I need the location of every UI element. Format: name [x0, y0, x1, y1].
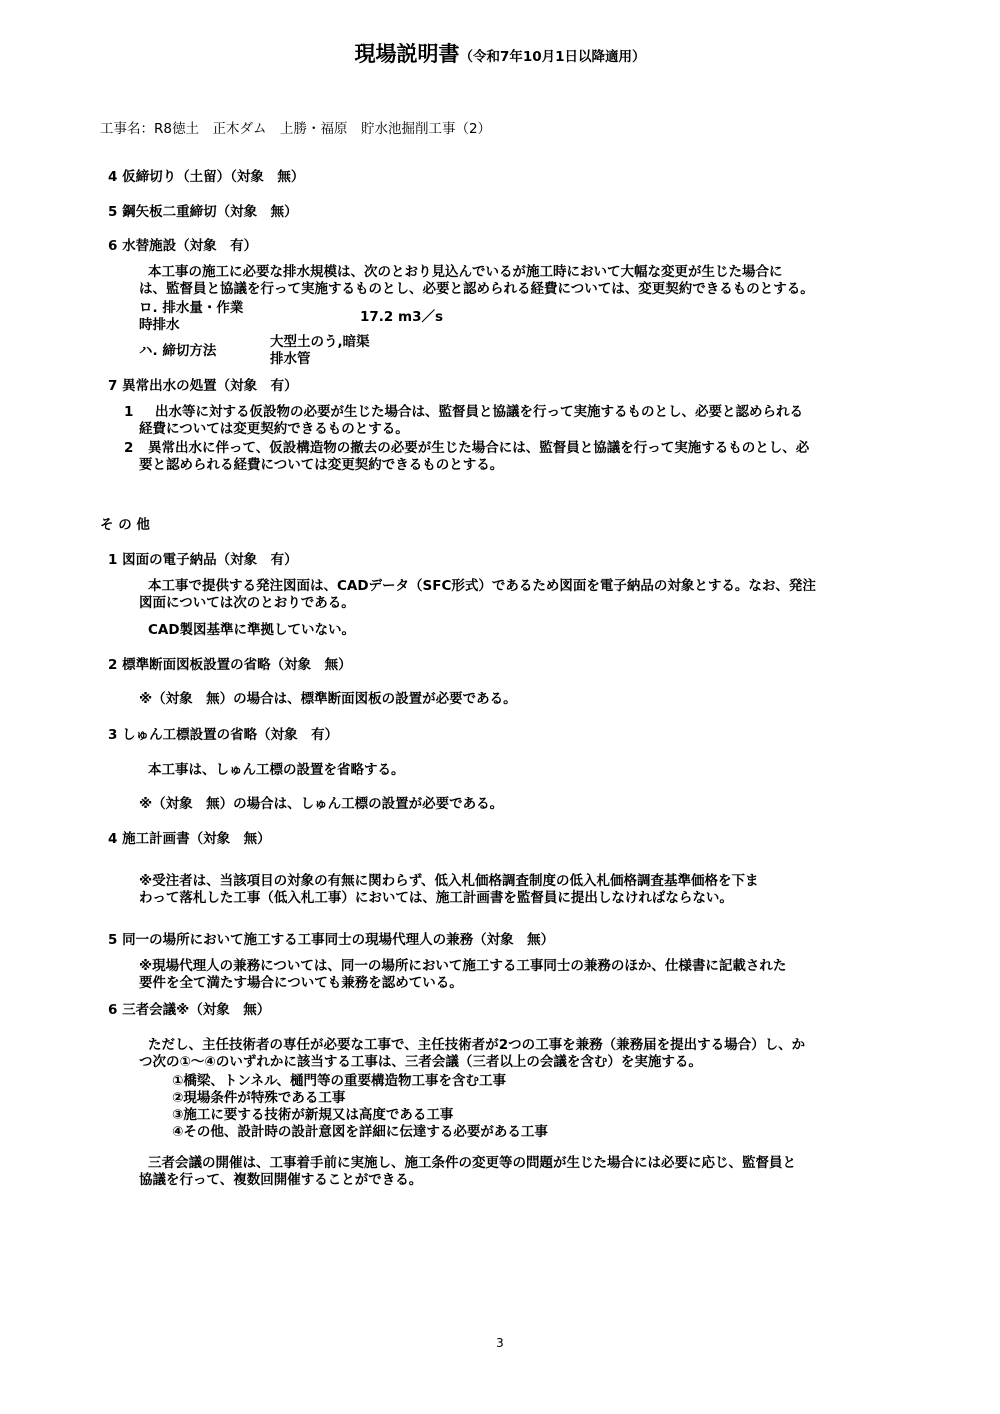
section-7-item1-line2: 経費については変更契約できるものとする。	[139, 421, 409, 437]
other-3-line1: 本工事は、しゅん工標の設置を省略する。	[148, 762, 405, 778]
other-6-list-item: ③施工に要する技術が新規又は高度である工事	[172, 1107, 454, 1123]
other-6-list-item: ②現場条件が特殊である工事	[172, 1090, 346, 1106]
section-4-heading: 4 仮締切り（土留）（対象 無）	[108, 169, 305, 185]
other-4-note-line1: ※受注者は、当該項目の対象の有無に関わらず、低入札価格調査制度の低入札価格調査基準価格を下ま	[139, 873, 759, 889]
other-6-para2-line2: 協議を行って、複数回開催することができる。	[139, 1172, 423, 1188]
other-3-note: ※（対象 無）の場合は、しゅん工標の設置が必要である。	[139, 796, 504, 812]
section-6-heading: 6 水替施設（対象 有）	[108, 238, 258, 254]
other-5-heading: 5 同一の場所において施工する工事同士の現場代理人の兼務（対象 無）	[108, 932, 555, 948]
title-subtitle: （令和7年10月1日以降適用）	[459, 49, 646, 65]
section-7-heading: 7 異常出水の処置（対象 有）	[108, 378, 298, 394]
section-7-item2-number: 2	[124, 440, 134, 456]
section-7-item1-line1: 出水等に対する仮設物の必要が生じた場合は、監督員と協議を行って実施するものとし、必要と認められる	[155, 404, 803, 420]
other-3-heading: 3 しゅん工標設置の省略（対象 有）	[108, 727, 339, 743]
other-1-line1: 本工事で提供する発注図面は、CADデータ（SFC形式）であるため図面を電子納品の対象とする。なお、発注	[148, 578, 816, 594]
other-6-para2-line1: 三者会議の開催は、工事着手前に実施し、施工条件の変更等の問題が生じた場合には必要に応じ、監督員と	[148, 1155, 796, 1171]
drainage-value: 17.2 m3／s	[360, 309, 444, 325]
title-main: 現場説明書	[354, 42, 460, 66]
other-2-heading: 2 標準断面図板設置の省略（対象 無）	[108, 657, 352, 673]
page-number: 3	[496, 1336, 504, 1350]
other-6-para1-line2: つ次の①～④のいずれかに該当する工事は、三者会議（三者以上の会議を含む）を実施する。	[139, 1054, 702, 1070]
other-1-line2: 図面については次のとおりである。	[139, 595, 355, 611]
other-2-note: ※（対象 無）の場合は、標準断面図板の設置が必要である。	[139, 691, 517, 707]
drainage-label-line2: 時排水	[139, 317, 180, 333]
drainage-label-line1: ロ. 排水量・作業	[139, 300, 244, 316]
other-6-heading: 6 三者会議※（対象 無）	[108, 1002, 271, 1018]
section-7-item2-line1: 異常出水に伴って、仮設構造物の撤去の必要が生じた場合には、監督員と協議を行って実施するものとし、必	[148, 440, 810, 456]
section-6-paragraph-line2: は、監督員と協議を行って実施するものとし、必要と認められる経費については、変更契約できるものとする。	[139, 281, 814, 297]
cofferdam-method-value-line1: 大型土のう,暗渠	[270, 334, 370, 350]
cofferdam-method-value-line2: 排水管	[270, 351, 311, 367]
other-heading: そ の 他	[100, 517, 150, 533]
other-5-note-line2: 要件を全て満たす場合についても兼務を認めている。	[139, 975, 463, 991]
section-7-item1-number: 1	[124, 404, 134, 420]
other-6-list-item: ④その他、設計時の設計意図を詳細に伝達する必要がある工事	[172, 1124, 548, 1140]
cofferdam-method-label: ハ. 締切方法	[139, 343, 217, 359]
other-5-note-line1: ※現場代理人の兼務については、同一の場所において施工する工事同士の兼務のほか、仕様書に記載された	[139, 958, 787, 974]
other-4-note-line2: わって落札した工事（低入札工事）においては、施工計画書を監督員に提出しなければならない。	[139, 890, 733, 906]
other-1-heading: 1 図面の電子納品（対象 有）	[108, 552, 298, 568]
section-6-paragraph-line1: 本工事の施工に必要な排水規模は、次のとおり見込んでいるが施工時において大幅な変更が生じた場合に	[148, 264, 783, 280]
other-6-list-item: ①橋梁、トンネル、樋門等の重要構造物工事を含む工事	[172, 1073, 506, 1089]
other-4-heading: 4 施工計画書（対象 無）	[108, 831, 271, 847]
other-6-para1-line1: ただし、主任技術者の専任が必要な工事で、主任技術者が2つの工事を兼務（兼務届を提出する場合）し、か	[148, 1037, 806, 1053]
section-5-heading: 5 鋼矢板二重締切（対象 無）	[108, 204, 298, 220]
other-1-line3: CAD製図基準に準拠していない。	[148, 622, 356, 638]
project-name: 工事名：R8徳土 正木ダム 上勝・福原 貯水池掘削工事（2）	[100, 121, 492, 137]
document-title	[0, 42, 1000, 66]
section-7-item2-line2: 要と認められる経費については変更契約できるものとする。	[139, 457, 504, 473]
